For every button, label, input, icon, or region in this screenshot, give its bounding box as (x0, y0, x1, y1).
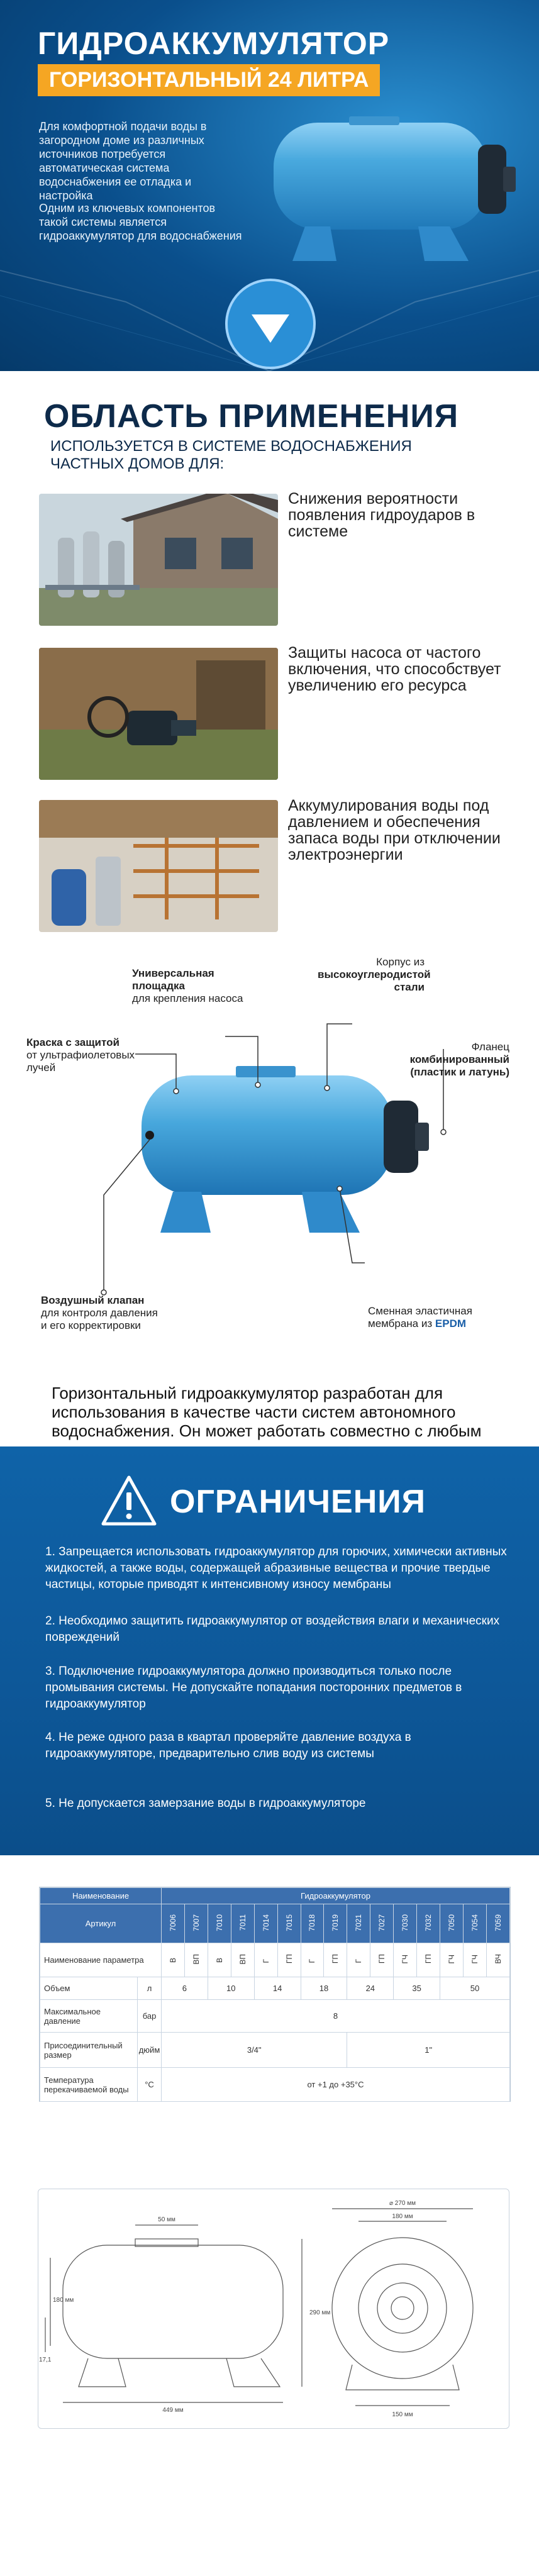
table-cell: 1" (347, 2033, 510, 2068)
hero-paragraph-2: Одним из ключевых компонентов такой системы является гидроаккумулятор для водоснабжения (39, 202, 242, 242)
table-cell: 8 (162, 2000, 510, 2033)
table-cell-article: 7011 (231, 1904, 254, 1943)
table-cell-article: 7059 (486, 1904, 509, 1943)
house-tanks-photo (39, 494, 278, 626)
pump-wall-photo (39, 648, 278, 780)
table-header-article: Артикул (40, 1904, 162, 1943)
table-cell-label: Наименование параметра (40, 1943, 162, 1977)
hero-paragraph-1: Для комфортной подачи воды в загородном доме из различных источников потребуется автоматическая система водоснабжения ее отладка и настройка (39, 120, 207, 202)
table-cell-article: 7006 (162, 1904, 185, 1943)
benefit-2: Защиты насоса от частого включения, что способствует увеличению его ресурса (288, 644, 501, 694)
hero-tank-image (261, 116, 538, 274)
table-cell: 18 (301, 1977, 347, 2000)
table-cell-article: 7021 (347, 1904, 370, 1943)
table-cell: ГП (417, 1943, 440, 1977)
callout-flange-text: Фланец (471, 1041, 509, 1053)
table-cell-label: Максимальное давление (40, 2000, 138, 2033)
callout-paint-text: от ультрафиолетовых лучей (26, 1049, 135, 1074)
table-row (40, 2033, 510, 2068)
table-cell-article: 7027 (370, 1904, 394, 1943)
table-cell-unit: дюйм (138, 2033, 162, 2068)
table-cell-article: 7019 (324, 1904, 347, 1943)
callout-membrane (368, 1305, 500, 1330)
dim-inner: 180 мм (392, 2213, 413, 2220)
product-description: Горизонтальный гидроаккумулятор разработан для использования в качестве части систем автономного водоснабжения. Он может работать совместно с любым (52, 1384, 482, 1440)
technical-drawing (38, 2189, 508, 2428)
table-row (40, 1904, 510, 1943)
callout-flange-title: комбинированный (пластик и латунь) (409, 1053, 509, 1078)
callout-valve-title: Воздушный клапан (41, 1294, 145, 1306)
table-cell-article: 7015 (277, 1904, 301, 1943)
table-header-name: Наименование (40, 1888, 162, 1904)
callout-flange (377, 1041, 509, 1079)
table-cell: ВП (231, 1943, 254, 1977)
table-cell-article: 7030 (394, 1904, 417, 1943)
table-cell-article: 7054 (463, 1904, 486, 1943)
dim-base-width: 150 мм (392, 2411, 413, 2418)
table-cell: Г (254, 1943, 277, 1977)
dim-height-b: 17,1 (39, 2357, 52, 2363)
callout-body-title: высокоуглеродистой стали (318, 969, 431, 993)
spec-table-container (39, 1887, 511, 2102)
limit-item-1: 1. Запрещается использовать гидроаккумулятор для горючих, химически активных жидкостей, а также воды, содержащей абразивные вещества и прочие твердые частицы, которые приводят к интенсивному износу мембраны (45, 1545, 507, 1591)
table-cell: 24 (347, 1977, 394, 2000)
table-cell-article: 7007 (184, 1904, 208, 1943)
table-row (40, 1977, 510, 2000)
table-cell: ВЧ (486, 1943, 509, 1977)
table-cell: Г (301, 1943, 324, 1977)
callout-membrane-text: Сменная эластичная мембрана из (368, 1305, 472, 1330)
page-title: ГИДРОАККУМУЛЯТОР (38, 26, 390, 61)
callout-valve (41, 1294, 167, 1332)
table-cell: ВП (184, 1943, 208, 1977)
boiler-room-photo (39, 800, 278, 932)
scope-subtitle: ИСПОЛЬЗУЕТСЯ В СИСТЕМЕ ВОДОСНАБЖЕНИЯ ЧАСТНЫХ ДОМОВ ДЛЯ: (50, 438, 412, 472)
callout-membrane-title: EPDM (435, 1318, 467, 1330)
table-cell-article: 7014 (254, 1904, 277, 1943)
callout-paint-title: Краска с защитой (26, 1036, 119, 1048)
table-cell: ГЧ (463, 1943, 486, 1977)
callout-paint (26, 1036, 140, 1074)
limit-item-4: 4. Не реже одного раза в квартал проверяйте давление воздуха в гидроаккумуляторе, предварительно слив воду из системы (45, 1731, 411, 1760)
table-cell: ГП (370, 1943, 394, 1977)
limit-item-5: 5. Не допускается замерзание воды в гидроаккумуляторе (45, 1797, 366, 1810)
table-row (40, 2068, 510, 2102)
table-cell: ГП (277, 1943, 301, 1977)
table-cell: от +1 до +35°C (162, 2068, 510, 2102)
table-cell-label: Температура перекачиваемой воды (40, 2068, 138, 2102)
warning-icon (101, 1475, 157, 1526)
table-cell-article: 7010 (208, 1904, 231, 1943)
spec-table (40, 1887, 510, 2102)
table-cell-label: Объем (40, 1977, 138, 2000)
table-cell: 14 (254, 1977, 301, 2000)
table-cell: 35 (394, 1977, 440, 2000)
page-subtitle-badge: ГОРИЗОНТАЛЬНЫЙ 24 ЛИТРА (38, 64, 380, 96)
callout-platform-text: для крепления насоса (132, 992, 243, 1004)
callout-platform (132, 967, 245, 1005)
table-cell: В (208, 1943, 231, 1977)
table-cell-article: 7050 (440, 1904, 464, 1943)
callout-platform-title: Универсальная площадка (132, 967, 214, 992)
benefit-1: Снижения вероятности появления гидроударов в системе (288, 490, 475, 540)
benefit-3: Аккумулирования воды под давлением и обеспечения запаса воды при отключении электроэнергии (288, 797, 501, 863)
table-cell-unit: °C (138, 2068, 162, 2102)
callout-valve-text: для контроля давления и его корректировки (41, 1307, 158, 1331)
table-cell-article: 7018 (301, 1904, 324, 1943)
scope-title: ОБЛАСТЬ ПРИМЕНЕНИЯ (44, 398, 459, 435)
table-header-product: Гидроаккумулятор (162, 1888, 510, 1904)
table-cell: 3/4" (162, 2033, 347, 2068)
callout-body-text: Корпус из (376, 956, 425, 968)
callout-body (318, 956, 431, 994)
table-cell: 10 (208, 1977, 254, 2000)
table-cell: ГЧ (440, 1943, 464, 1977)
table-cell-label: Присоединительный размер (40, 2033, 138, 2068)
limit-item-2: 2. Необходимо защитить гидроаккумулятор от воздействия влаги и механических повреждений (45, 1614, 500, 1644)
limits-title: ОГРАНИЧЕНИЯ (170, 1484, 426, 1520)
scroll-down-icon (223, 277, 318, 371)
dim-length: 449 мм (162, 2407, 184, 2414)
table-cell-article: 7032 (417, 1904, 440, 1943)
table-cell: Г (347, 1943, 370, 1977)
dim-outer-diameter: ⌀ 270 мм (389, 2200, 416, 2207)
table-row (40, 2000, 510, 2033)
table-cell-unit: бар (138, 2000, 162, 2033)
table-cell-unit: л (138, 1977, 162, 2000)
table-row (40, 1943, 510, 1977)
table-cell: ГЧ (394, 1943, 417, 1977)
limit-item-3: 3. Подключение гидроаккумулятора должно производиться только после промывания системы. Не допускайте попадания посторонних предметов в гидроаккумулятор (45, 1665, 462, 1711)
table-cell: 6 (162, 1977, 208, 2000)
dim-height-a: 180 мм (53, 2297, 74, 2304)
dim-top-width: 50 мм (158, 2216, 175, 2223)
table-cell: 50 (440, 1977, 510, 2000)
table-cell: В (162, 1943, 185, 1977)
table-cell: ГП (324, 1943, 347, 1977)
dim-total-height: 290 мм (309, 2309, 331, 2316)
